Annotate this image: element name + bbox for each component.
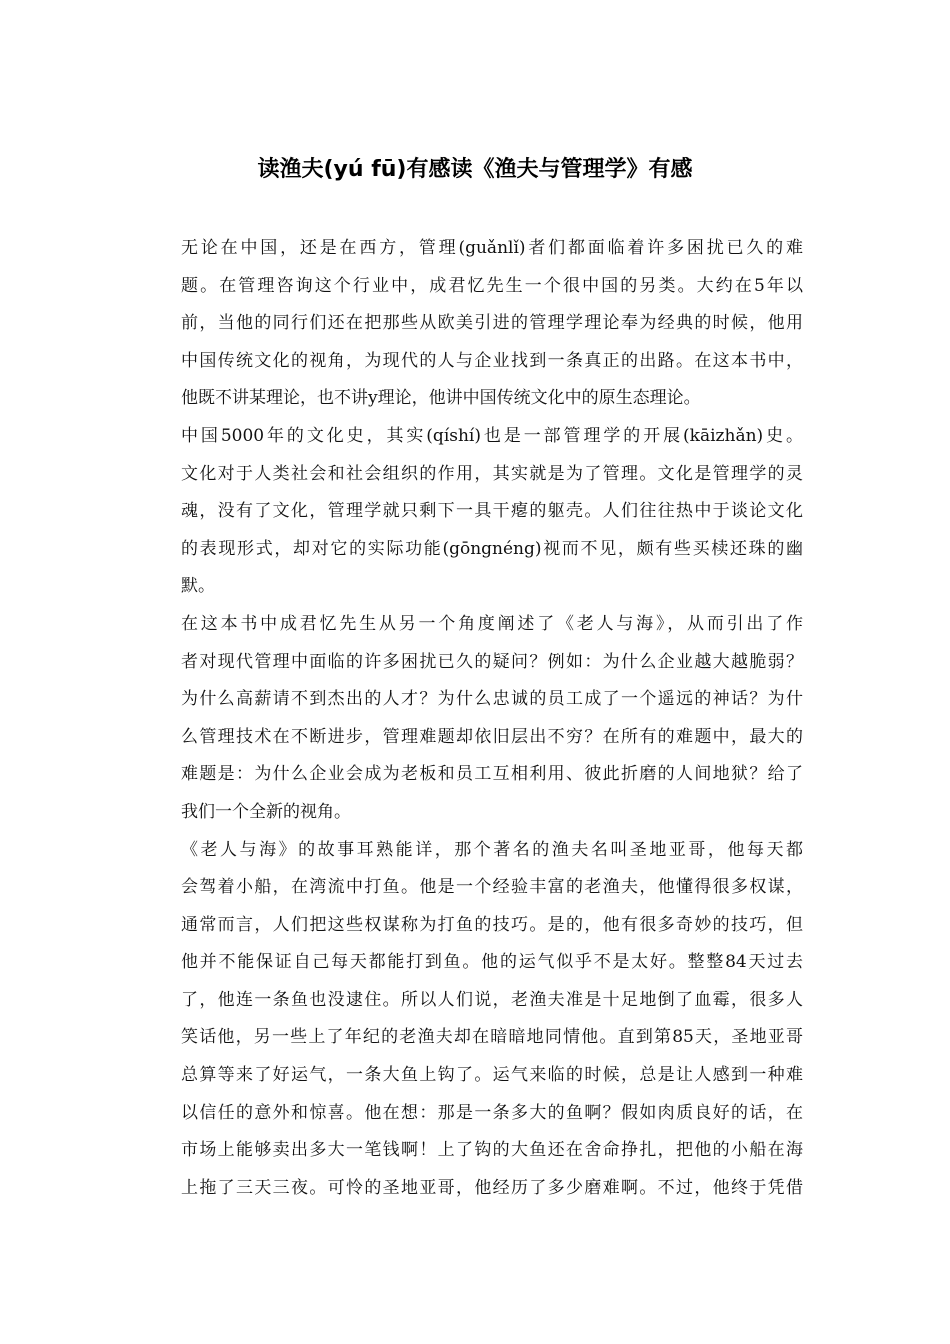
text-line: 题。在管理咨询这个行业中，成君忆先生一个很中国的另类。大约在5年以	[181, 275, 803, 296]
text-line: 了，他连一条鱼也没逮住。所以人们说，老渔夫准是十足地倒了血霉，很多人	[181, 989, 803, 1010]
paragraph-3	[147, 606, 803, 832]
text-line: 无论在中国，还是在西方，管理(guǎnlǐ)者们都面临着许多困扰已久的难	[181, 238, 803, 258]
text-line: 中国传统文化的视角，为现代的人与企业找到一条真正的出路。在这本书中，	[181, 350, 803, 371]
text-line: 我们一个全新的视角。	[181, 801, 351, 822]
text-line: 难题是：为什么企业会成为老板和员工互相利用、彼此折磨的人间地狱？给了	[181, 764, 803, 785]
paragraph-4	[147, 832, 803, 1208]
paragraph-1	[147, 230, 803, 418]
text-line: 前，当他的同行们还在把那些从欧美引进的管理学理论奉为经典的时候，他用	[181, 313, 803, 334]
text-line: 文化对于人类社会和社会组织的作用，其实就是为了管理。文化是管理学的灵	[181, 463, 803, 484]
text-line: 者对现代管理中面临的许多困扰已久的疑问？例如：为什么企业越大越脆弱？	[181, 651, 803, 672]
text-line: 的表现形式，却对它的实际功能(gōngnéng)视而不见，颇有些买椟还珠的幽	[181, 538, 803, 559]
text-line: 他并不能保证自己每天都能打到鱼。他的运气似乎不是太好。整整84天过去	[181, 952, 803, 973]
text-line: 总算等来了好运气，一条大鱼上钩了。运气来临的时候，总是让人感到一种难	[181, 1065, 803, 1086]
text-line: 么管理技术在不断进步，管理难题却依旧层出不穷？在所有的难题中，最大的	[181, 726, 803, 747]
text-line: 中国5000年的文化史，其实(qíshí)也是一部管理学的开展(kāizhǎn)史。	[181, 425, 803, 446]
text-line: 通常而言，人们把这些权谋称为打鱼的技巧。是的，他有很多奇妙的技巧，但	[181, 914, 803, 935]
text-line: 笑话他，另一些上了年纪的老渔夫却在暗暗地同情他。直到第85天，圣地亚哥	[181, 1027, 803, 1048]
document-body	[147, 230, 803, 1207]
text-line: 魂，没有了文化，管理学就只剩下一具干瘪的躯壳。人们往往热中于谈论文化	[181, 501, 803, 522]
text-line: 为什么高薪请不到杰出的人才？为什么忠诚的员工成了一个遥远的神话？为什	[181, 689, 803, 710]
text-line: 上拖了三天三夜。可怜的圣地亚哥，他经历了多少磨难啊。不过，他终于凭借	[181, 1177, 803, 1198]
paragraph-2	[147, 418, 803, 606]
text-line: 默。	[181, 576, 215, 597]
text-line: 以信任的意外和惊喜。他在想：那是一条多大的鱼啊？假如肉质良好的话，在	[181, 1102, 803, 1123]
document-title: 读渔夫(yú fū)有感读《渔夫与管理学》有感	[257, 157, 693, 182]
text-line: 会驾着小船，在湾流中打鱼。他是一个经验丰富的老渔夫，他懂得很多权谋，	[181, 877, 803, 898]
text-line: 《老人与海》的故事耳熟能详，那个著名的渔夫名叫圣地亚哥，他每天都	[181, 839, 803, 860]
text-line: 在这本书中成君忆先生从另一个角度阐述了《老人与海》，从而引出了作	[181, 613, 803, 634]
text-line: 市场上能够卖出多大一笔钱啊！上了钩的大鱼还在舍命挣扎，把他的小船在海	[181, 1140, 803, 1161]
text-line: 他既不讲某理论，也不讲y理论，他讲中国传统文化中的原生态理论。	[181, 388, 701, 409]
